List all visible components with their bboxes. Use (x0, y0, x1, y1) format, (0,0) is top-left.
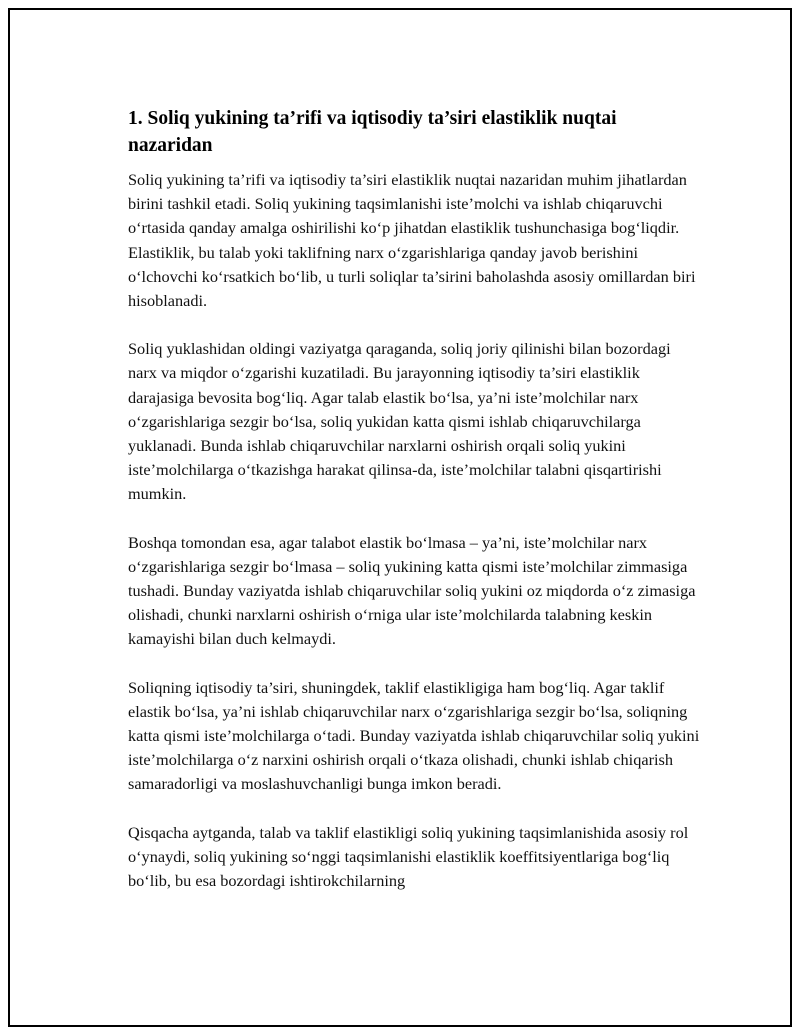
document-body (128, 105, 703, 893)
paragraph-4: Soliqning iqtisodiy ta’siri, shuningdek, taklif elastikligiga ham bog‘liq. Agar taklif elastik bo‘lsa, ya’ni ishlab chiqaruvchilar narx o‘zgarishlariga sezgir bo‘lsa, soliqning katta qismi iste’molchilarga o‘tadi. Bunday vaziyatda ishlab chiqaruvchilar soliq yukini iste’molchilarga o‘z narxini oshirish orqali o‘tkaza olishadi, chunki ishlab chiqarish samaradorligi va moslashuvchanligi bunga imkon beradi. (128, 677, 700, 794)
paragraph-2: Soliq yuklashidan oldingi vaziyatga qaraganda, soliq joriy qilinishi bilan bozordagi narx va miqdor o‘zgarishi kuzatiladi. Bu jarayonning iqtisodiy ta’siri elastiklik darajasiga bevosita bog‘liq. Agar talab elastik bo‘lsa, ya’ni iste’molchilar narx o‘zgarishlariga sezgir bo‘lsa, soliq yukidan katta qismi ishlab chiqaruvchilarga yuklanadi. Bunda ishlab chiqaruvchilar narxlarni oshirish orqali soliq yukini iste’molchilarga o‘tkazishga harakat qilinsa-da, iste’molchilar talabni qisqartirishi mumkin. (128, 339, 671, 504)
page-frame (8, 8, 792, 1027)
paragraph-1: Soliq yukining ta’rifi va iqtisodiy ta’siri elastiklik nuqtai nazaridan muhim jihatlardan birini tashkil etadi. Soliq yukining taqsimlanishi iste’molchi va ishlab chiqaruvchi o‘rtasida qanday amalga oshirilishi ko‘p jihatdan elastiklik tushunchasiga bog‘liqdir. Elastiklik, bu talab yoki taklifning narx o‘zgarishlariga qanday javob berishini o‘lchovchi ko‘rsatkich bo‘lib, u turli soliqlar ta’sirini baholashda asosiy omillardan biri hisoblanadi. (128, 170, 696, 311)
section-heading: 1. Soliq yukining ta’rifi va iqtisodiy ta’siri elastiklik nuqtai nazaridan (128, 108, 617, 156)
paragraph-3: Boshqa tomondan esa, agar talabot elastik bo‘lmasa – ya’ni, iste’molchilar narx o‘zgarishlariga sezgir bo‘lmasa – soliq yukining katta qismi iste’molchilar zimmasiga tushadi. Bunday vaziyatda ishlab chiqaruvchilar soliq yukini oz miqdorda o‘z zimasiga olishadi, chunki narxlarni oshirish o‘rniga ular iste’molchilarda talabning keskin kamayishi bilan duch kelmaydi. (128, 532, 696, 649)
paragraph-5: Qisqacha aytganda, talab va taklif elastikligi soliq yukining taqsimlanishida asosiy rol o‘ynaydi, soliq yukining so‘nggi taqsimlanishi elastiklik koeffitsiyentlariga bog‘liq bo‘lib, bu esa bozordagi ishtirokchilarning (128, 822, 689, 891)
